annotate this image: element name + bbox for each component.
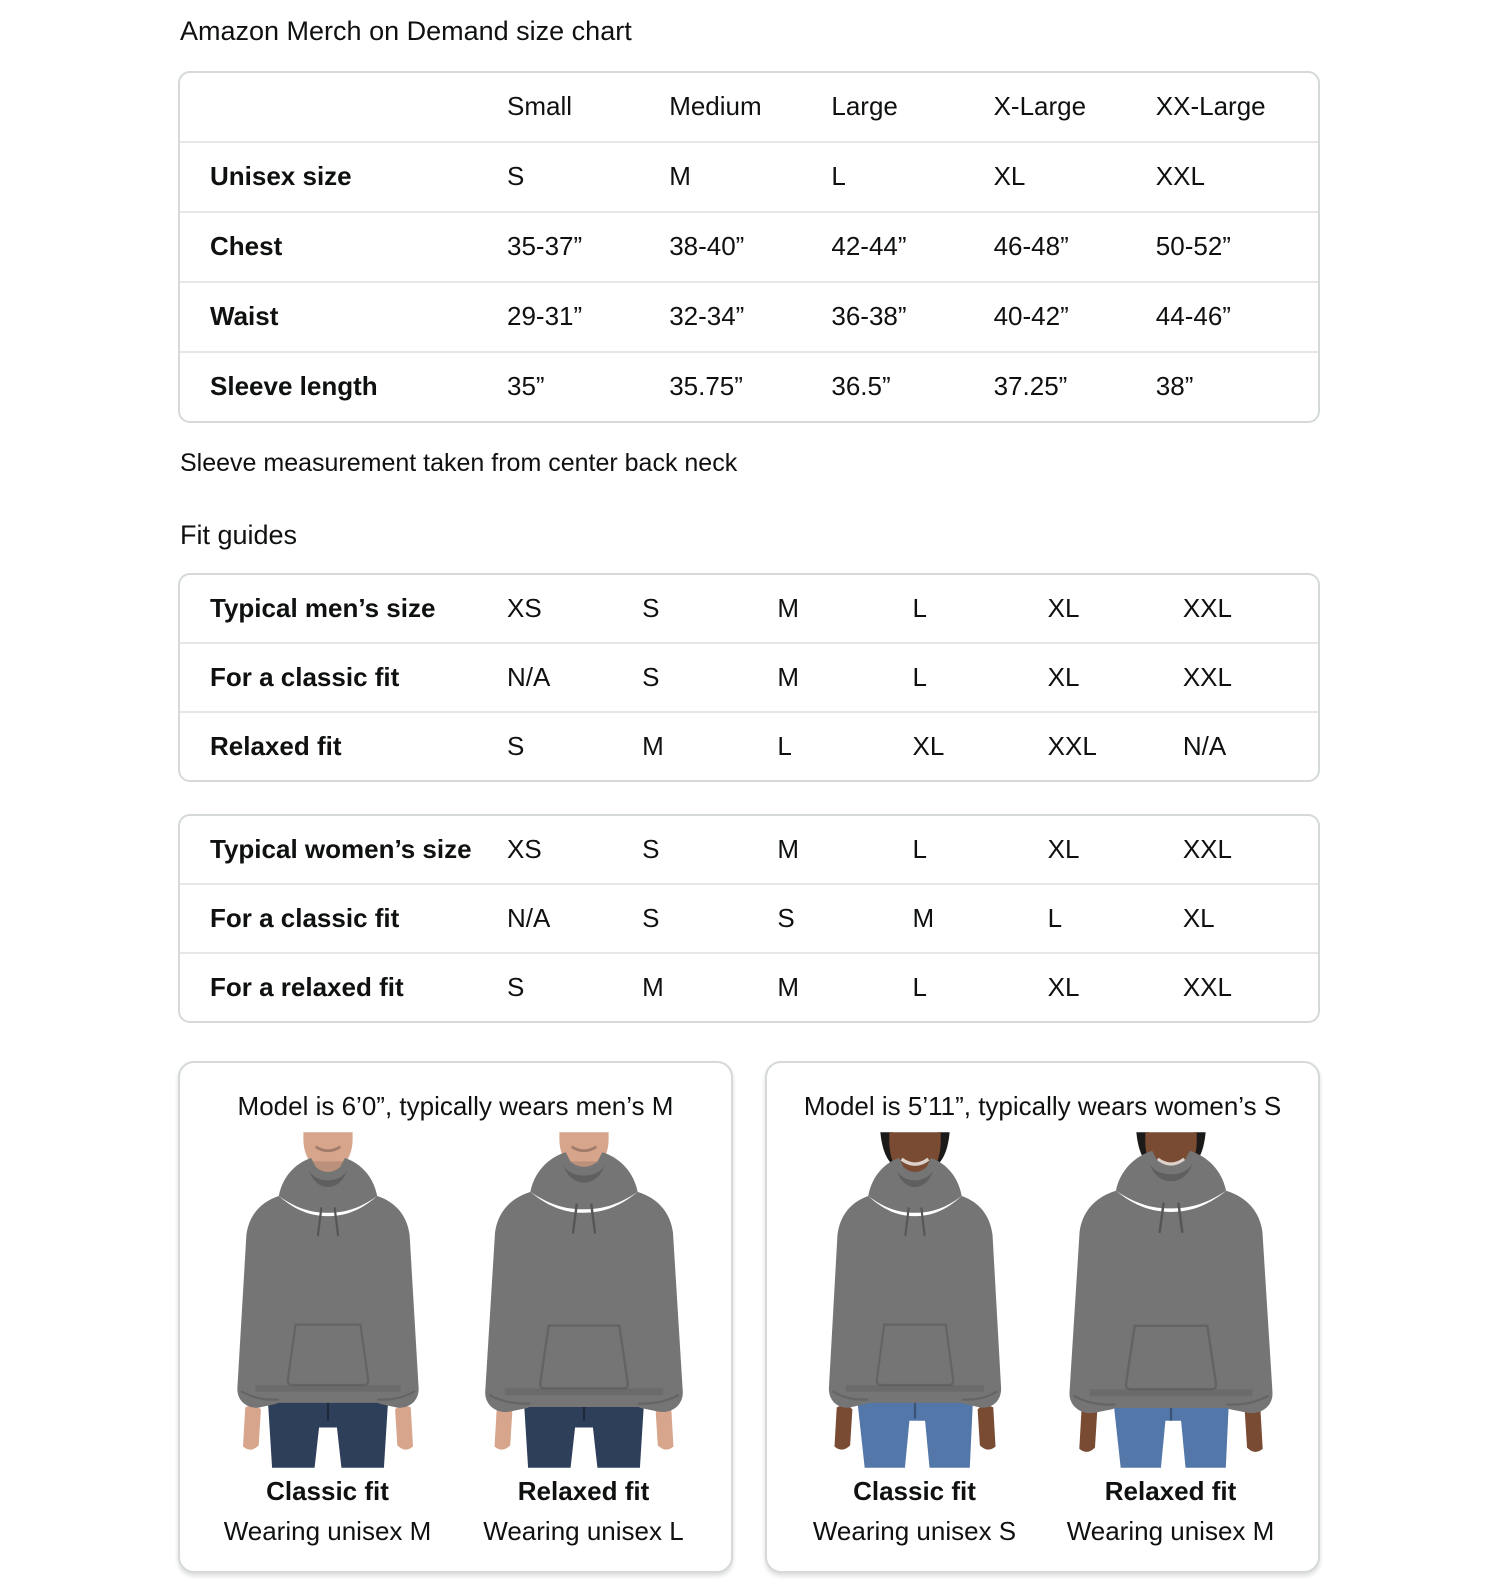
cell: 50-52” (1155, 231, 1231, 262)
row-label: Sleeve length (210, 371, 378, 402)
cell: S (642, 661, 660, 692)
column-header-large: Large (831, 91, 898, 122)
row-label: For a classic fit (210, 661, 400, 692)
row-label: Unisex size (210, 161, 352, 192)
table-row-typical-womens-size (180, 816, 1318, 883)
cell: N/A (1182, 730, 1227, 761)
row-label: Chest (210, 231, 283, 262)
table-row-sleeve-length (180, 351, 1318, 421)
cell: M (777, 833, 799, 864)
fit-label: Classic fit (853, 1476, 976, 1506)
cell: 35-37” (507, 231, 583, 262)
fit-label: Relaxed fit (517, 1476, 650, 1506)
row-label: Relaxed fit (210, 730, 342, 761)
cell: S (777, 902, 795, 933)
model-photo-men-classic (205, 1132, 451, 1468)
hoodie-wrap (1069, 1151, 1272, 1413)
womens-fit-guide-table (178, 814, 1320, 1023)
cell: M (777, 661, 799, 692)
hoodie (828, 1158, 1000, 1408)
row-label: For a classic fit (210, 902, 400, 933)
hoodie (485, 1152, 683, 1412)
cell: 29-31” (507, 301, 583, 332)
cell: XXL (1182, 971, 1232, 1002)
row-label: For a relaxed fit (210, 971, 404, 1002)
womens-model-card (765, 1061, 1320, 1573)
mens-classic-fit-figure (204, 1132, 452, 1547)
hoodie (1069, 1151, 1272, 1413)
cell: L (912, 833, 927, 864)
fit-label: Classic fit (266, 1476, 389, 1506)
cell: 42-44” (831, 231, 907, 262)
cell: XXL (1182, 833, 1232, 864)
column-header-small: Small (507, 91, 573, 122)
size-chart-header-row (180, 73, 1318, 141)
cell: 37.25” (993, 371, 1068, 402)
cell: M (642, 730, 664, 761)
hoodie-wrap (237, 1158, 418, 1408)
hoodie (237, 1158, 418, 1408)
wearing-label: Wearing unisex L (483, 1516, 684, 1546)
table-row-classic-fit (180, 642, 1318, 711)
cell: XL (1182, 902, 1215, 933)
wearing-label: Wearing unisex S (812, 1516, 1017, 1546)
cell: L (912, 592, 927, 623)
column-header-medium: Medium (669, 91, 762, 122)
cell: S (642, 902, 660, 933)
hoodie-wrap (485, 1152, 683, 1412)
cell: XS (507, 592, 542, 623)
cell: 35” (507, 371, 545, 402)
cell: XL (1047, 592, 1080, 623)
card-title: Model is 5’11”, typically wears women’s S (803, 1091, 1282, 1121)
cell: XL (1047, 833, 1080, 864)
table-row-typical-mens-size (180, 575, 1318, 642)
row-label: Waist (210, 301, 279, 332)
page-title: Amazon Merch on Demand size chart (180, 16, 632, 46)
cell: 46-48” (993, 231, 1069, 262)
cell: L (912, 971, 927, 1002)
cell: XL (1047, 971, 1080, 1002)
cell: S (642, 833, 660, 864)
cell: M (777, 592, 799, 623)
cell: M (669, 161, 691, 192)
cell: 32-34” (669, 301, 745, 332)
size-chart-table (178, 71, 1320, 423)
hoodie-wrap (828, 1158, 1000, 1408)
row-label: Typical men’s size (210, 592, 436, 623)
table-row-relaxed-fit (180, 711, 1318, 780)
cell: M (642, 971, 664, 1002)
cell: 38-40” (669, 231, 745, 262)
cell: N/A (507, 661, 551, 692)
cell: XL (993, 161, 1026, 192)
cell: 36-38” (831, 301, 907, 332)
mens-model-card (178, 1061, 733, 1573)
cell: M (777, 971, 799, 1002)
cell: 38” (1155, 371, 1194, 402)
womens-relaxed-fit-figure (1047, 1132, 1295, 1547)
model-photo-women-classic (792, 1132, 1038, 1468)
table-row-classic-fit (180, 883, 1318, 952)
cell: XXL (1047, 730, 1097, 761)
cell: XXL (1155, 161, 1205, 192)
table-row-chest (180, 211, 1318, 281)
mens-fit-guide-table (178, 573, 1320, 782)
size-chart-page (178, 0, 1320, 1589)
cell: L (831, 161, 846, 192)
wearing-label: Wearing unisex M (223, 1516, 432, 1546)
model-cards (178, 1061, 1320, 1589)
cell: S (507, 971, 525, 1002)
cell: L (777, 730, 792, 761)
cell: 35.75” (669, 371, 743, 402)
cell: XXL (1182, 592, 1232, 623)
cell: N/A (507, 902, 551, 933)
cell: XL (1047, 661, 1080, 692)
model-photo-women-relaxed (1048, 1132, 1294, 1468)
cell: 36.5” (831, 371, 891, 402)
cell: 40-42” (993, 301, 1069, 332)
card-title: Model is 6’0”, typically wears men’s M (237, 1091, 674, 1121)
table-row-relaxed-fit (180, 952, 1318, 1021)
cell: L (1047, 902, 1063, 933)
cell: XXL (1182, 661, 1232, 692)
table-row-waist (180, 281, 1318, 351)
womens-classic-fit-figure (791, 1132, 1039, 1547)
cell: XL (912, 730, 945, 761)
table-row-unisex-size (180, 141, 1318, 211)
wearing-label: Wearing unisex M (1066, 1516, 1275, 1546)
mens-relaxed-fit-figure (460, 1132, 708, 1547)
row-label: Typical women’s size (210, 833, 472, 864)
model-photo-men-relaxed (461, 1132, 707, 1468)
sleeve-measurement-note: Sleeve measurement taken from center back neck (180, 449, 738, 477)
cell: S (507, 161, 525, 192)
cell: S (642, 592, 660, 623)
cell: L (912, 661, 927, 692)
fit-guides-heading: Fit guides (180, 520, 298, 550)
fit-label: Relaxed fit (1104, 1476, 1237, 1506)
column-header-xlarge: X-Large (993, 91, 1087, 122)
cell: S (507, 730, 525, 761)
cell: M (912, 902, 935, 933)
cell: 44-46” (1155, 301, 1231, 332)
column-header-xxlarge: XX-Large (1155, 91, 1266, 122)
cell: XS (507, 833, 542, 864)
